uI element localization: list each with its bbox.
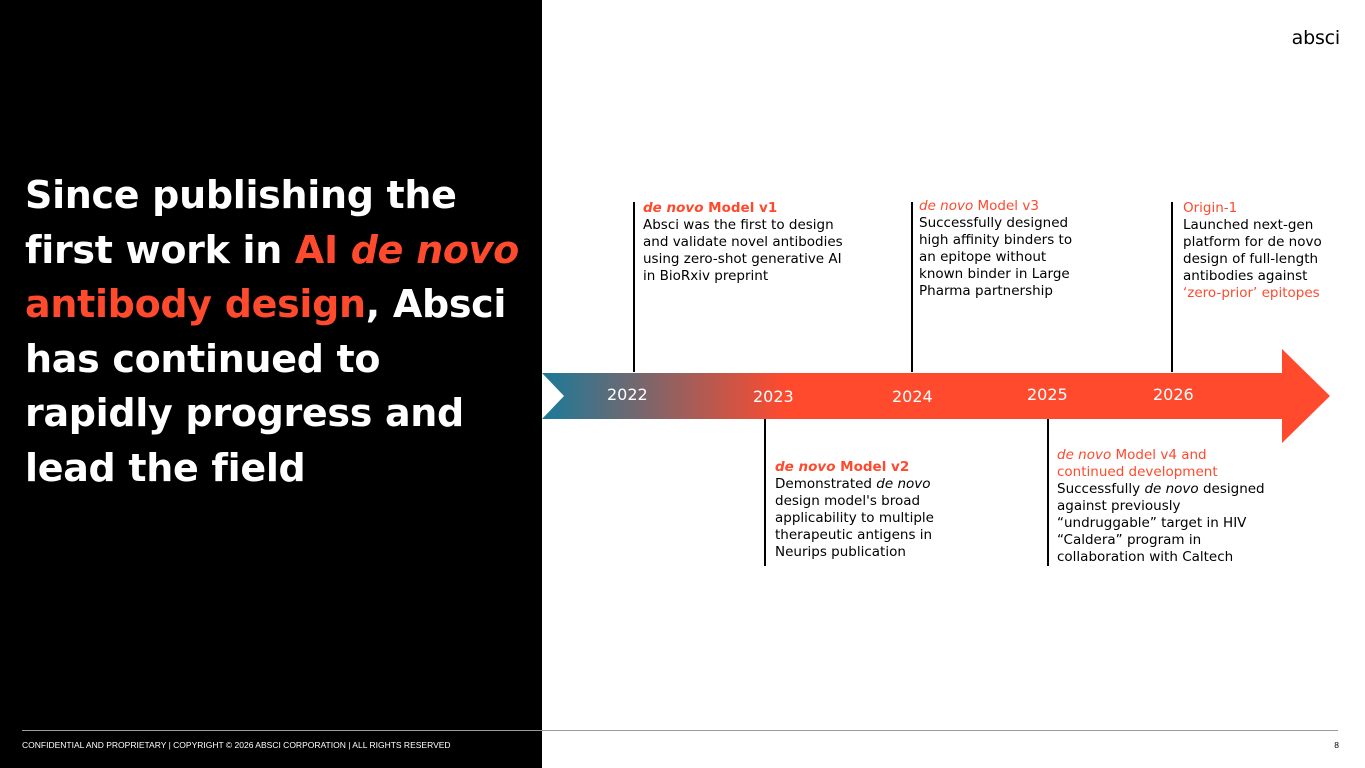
event-title xyxy=(919,198,1091,215)
event-title-italic: de novo xyxy=(775,459,836,475)
left-panel xyxy=(0,0,542,768)
event-title-rest: Model v3 xyxy=(973,198,1039,214)
year-label-2024: 2024 xyxy=(892,387,933,406)
event-title-rest: Model v4 and continued development xyxy=(1057,447,1218,480)
event-title xyxy=(775,459,953,476)
event-title xyxy=(1057,447,1269,481)
event-description: Absci was the first to design and validate novel antibodies using zero-shot generative AI in BioRxiv preprint xyxy=(643,217,843,284)
headline-accent-antibody-design: antibody design xyxy=(25,282,366,326)
year-label-2022: 2022 xyxy=(607,385,648,404)
headline-accent-de-novo: de novo xyxy=(350,227,519,272)
footer-divider xyxy=(22,730,1338,731)
connector-line-2022 xyxy=(633,202,635,372)
event-title-italic: de novo xyxy=(1057,447,1112,463)
event-title: Origin-1 xyxy=(1183,200,1238,216)
event-title-rest: Model v2 xyxy=(835,459,910,475)
connector-line-2026 xyxy=(1171,202,1173,372)
event-description-text-rest: designed against previously “undruggable” target in HIV “Caldera” program in collaboration with Caltech xyxy=(1057,481,1265,565)
event-title-rest: Model v1 xyxy=(703,200,778,216)
headline-part1: Since publishing the first work in xyxy=(25,173,457,272)
event-title-italic: de novo xyxy=(643,200,704,216)
event-title xyxy=(643,200,843,217)
event-description-accent: ‘zero-prior’ epitopes xyxy=(1183,285,1320,301)
event-description-text: Launched next-gen platform for de novo design of full-length antibodies against xyxy=(1183,217,1322,284)
year-label-2026: 2026 xyxy=(1153,385,1194,404)
year-label-2023: 2023 xyxy=(753,387,794,406)
headline-accent-ai: AI xyxy=(294,227,351,272)
connector-line-2025 xyxy=(1047,419,1049,566)
footer-copyright: CONFIDENTIAL AND PROPRIETARY | COPYRIGHT © 2026 ABSCI CORPORATION | ALL RIGHTS RESERVED xyxy=(22,740,451,750)
headline-part2: , Absci has continued to rapidly progress and lead the field xyxy=(25,282,507,490)
timeline-event-2023 xyxy=(775,459,953,561)
event-description-text: Demonstrated xyxy=(775,476,877,492)
event-description-italic: de novo xyxy=(876,476,931,492)
event-description: Successfully designed high affinity binders to an epitope without known binder in Large Pharma partnership xyxy=(919,215,1073,299)
event-description xyxy=(1183,217,1335,302)
connector-line-2023 xyxy=(764,419,766,566)
year-label-2025: 2025 xyxy=(1027,385,1068,404)
event-title-italic: de novo xyxy=(919,198,974,214)
timeline-event-2022 xyxy=(643,200,843,285)
timeline-event-2026 xyxy=(1183,200,1335,302)
absci-logo: absci xyxy=(1291,27,1340,49)
headline xyxy=(25,168,525,495)
page-number: 8 xyxy=(1334,740,1339,750)
timeline-arrow-shape xyxy=(542,349,1330,443)
timeline-event-2024 xyxy=(919,198,1091,300)
event-description-text: Successfully xyxy=(1057,481,1145,497)
event-description xyxy=(775,476,953,561)
event-description-text-rest: design model's broad applicability to multiple therapeutic antigens in Neurips publication xyxy=(775,493,934,560)
event-description xyxy=(1057,481,1269,566)
event-description-italic: de novo xyxy=(1144,481,1199,497)
connector-line-2024 xyxy=(911,202,913,372)
timeline-arrow xyxy=(542,349,1330,444)
timeline-event-2025 xyxy=(1057,447,1269,566)
